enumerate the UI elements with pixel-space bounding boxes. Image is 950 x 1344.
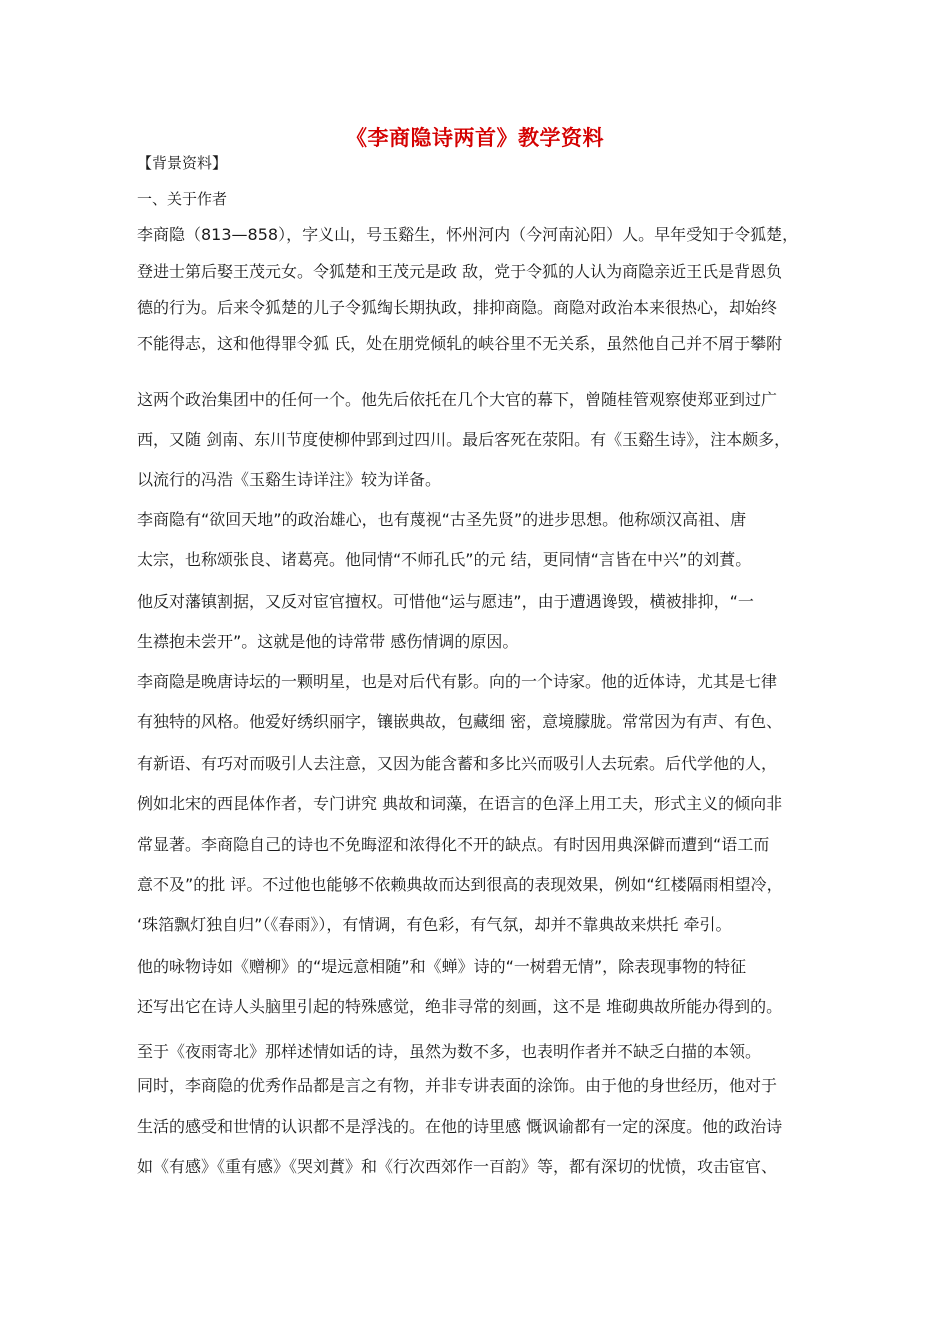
body-line: 至于《夜雨寄北》那样述情如话的诗，虽然为数不多，也表明作者并不缺乏白描的本领。 bbox=[137, 1042, 762, 1061]
body-line: 常显著。李商隐自己的诗也不免晦涩和浓得化不开的缺点。有时因用典深僻而遭到“语工而 bbox=[137, 835, 770, 854]
body-line: 有新语、有巧对而吸引人去注意，又因为能含蓄和多比兴而吸引人去玩索。后代学他的人， bbox=[137, 754, 778, 773]
section-label: 【背景资料】 bbox=[137, 154, 228, 172]
body-line: 太宗，也称颂张良、诸葛亮。他同情“不师孔氏”的元 结，更同情“言皆在中兴”的刘蕡。 bbox=[137, 550, 752, 569]
body-line: 例如北宋的西昆体作者，专门讲究 典故和词藻，在语言的色泽上用工夫，形式主义的倾向非 bbox=[137, 794, 783, 813]
body-line: 生活的感受和世情的认识都不是浮浅的。在他的诗里感 慨讽谕都有一定的深度。他的政治诗 bbox=[137, 1117, 783, 1136]
document-title: 《李商隐诗两首》教学资料 bbox=[346, 125, 604, 150]
body-line: 李商隐有“欲回天地”的政治雄心，也有蔑视“古圣先贤”的进步思想。他称颂汉高祖、唐 bbox=[137, 510, 747, 529]
body-line: 有独特的风格。他爱好绣织丽字，镶嵌典故，包藏细 密，意境朦胧。常常因为有声、有色、 bbox=[137, 712, 783, 731]
body-line: 同时，李商隐的优秀作品都是言之有物，并非专讲表面的涂饰。由于他的身世经历，他对于 bbox=[137, 1076, 778, 1095]
body-line: 生襟抱未尝开”。这就是他的诗常带 感伤情调的原因。 bbox=[137, 632, 519, 651]
body-line: ‘珠箔飘灯独自归”（《春雨》），有情调，有色彩，有气氛，却并不靠典故来烘托 牵引。 bbox=[137, 915, 732, 934]
body-line: 他反对藩镇割据，又反对宦官擅权。可惜他“运与愿违”，由于遭遇谗毁，横被排抑，“一 bbox=[137, 592, 754, 611]
body-line: 西，又随 剑南、东川节度使柳仲郢到过四川。最后客死在荥阳。有《玉谿生诗》，注本颇多， bbox=[137, 430, 791, 449]
body-line: 如《有感》《重有感》《哭刘蕡》和《行次西郊作一百韵》等，都有深切的忧愤，攻击宦官、 bbox=[137, 1157, 778, 1176]
body-line: 不能得志，这和他得罪令狐 氏，处在朋党倾轧的峡谷里不无关系，虽然他自己并不屑于攀附 bbox=[137, 334, 783, 353]
subsection-heading: 一、关于作者 bbox=[137, 190, 228, 208]
body-line: 还写出它在诗人头脑里引起的特殊感觉，绝非寻常的刻画，这不是 堆砌典故所能办得到的。 bbox=[137, 997, 783, 1016]
body-line: 李商隐（813—858），字义山，号玉谿生，怀州河内（今河南沁阳）人。早年受知于令狐楚， bbox=[137, 225, 799, 244]
body-line: 李商隐是晚唐诗坛的一颗明星，也是对后代有影。向的一个诗家。他的近体诗，尤其是七律 bbox=[137, 672, 778, 691]
body-line: 登进士第后娶王茂元女。令狐楚和王茂元是政 敌，党于令狐的人认为商隐亲近王氏是背恩负 bbox=[137, 262, 783, 281]
body-line: 以流行的冯浩《玉谿生诗详注》较为详备。 bbox=[137, 470, 442, 489]
body-line: 这两个政治集团中的任何一个。他先后依托在几个大官的幕下，曾随桂管观察使郑亚到过广 bbox=[137, 390, 778, 409]
body-line: 德的行为。后来令狐楚的儿子令狐绹长期执政，排抑商隐。商隐对政治本来很热心，却始终 bbox=[137, 298, 778, 317]
body-line: 他的咏物诗如《赠柳》的“堤远意相随”和《蝉》诗的“一树碧无情”，除表现事物的特征 bbox=[137, 957, 747, 976]
body-line: 意不及”的批 评。不过他也能够不依赖典故而达到很高的表现效果，例如“红楼隔雨相望冷， bbox=[137, 875, 783, 894]
